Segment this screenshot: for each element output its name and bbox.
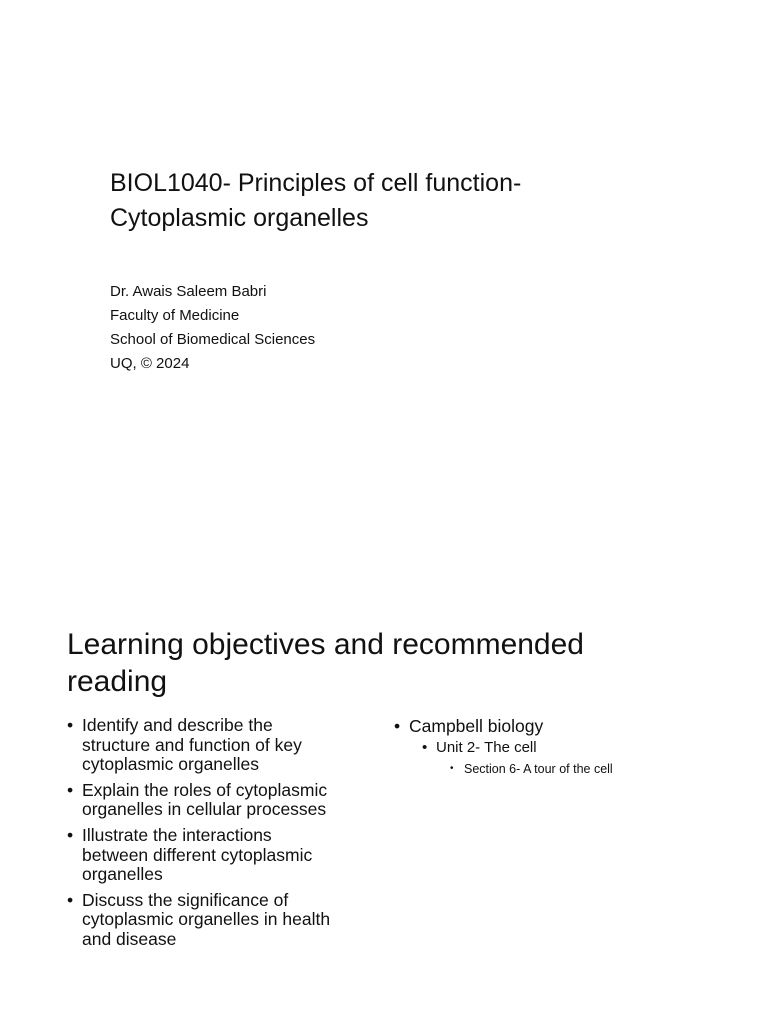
recommended-reading-list bbox=[394, 716, 734, 779]
bullet-icon: • bbox=[67, 889, 74, 910]
copyright-line: UQ, © 2024 bbox=[110, 355, 190, 372]
bullet-icon: • bbox=[67, 824, 74, 845]
reading-unit bbox=[422, 737, 734, 759]
objective-line: organelles bbox=[82, 864, 163, 885]
reading-section bbox=[450, 759, 734, 779]
bullet-icon: • bbox=[394, 716, 401, 736]
objectives-list bbox=[67, 716, 377, 956]
author-info bbox=[110, 280, 610, 376]
bullet-icon: • bbox=[67, 715, 74, 735]
author-school: School of Biomedical Sciences bbox=[110, 331, 316, 348]
objective-line: Identify and describe the bbox=[82, 715, 273, 735]
objective-item-identify bbox=[67, 716, 377, 775]
bullet-icon: • bbox=[67, 779, 74, 800]
slide-title bbox=[110, 166, 710, 236]
bullet-icon: • bbox=[422, 739, 428, 756]
reading-book bbox=[394, 716, 734, 737]
objective-item-discuss bbox=[67, 891, 377, 950]
bullet-icon: • bbox=[450, 763, 454, 774]
objective-line: and disease bbox=[82, 928, 177, 949]
objective-item-illustrate bbox=[67, 826, 377, 885]
author-name: Dr. Awais Saleem Babri bbox=[110, 283, 267, 300]
objective-line: Explain the roles of cytoplasmic bbox=[82, 779, 328, 800]
slide-title-line-2: Cytoplasmic organelles bbox=[110, 204, 369, 232]
objective-line: cytoplasmic organelles in health bbox=[82, 909, 331, 930]
reading-section-label: Section 6- A tour of the cell bbox=[464, 762, 613, 776]
objective-line: organelles in cellular processes bbox=[82, 799, 327, 820]
objectives-title-line-2: reading bbox=[67, 665, 168, 698]
objectives-title-line-1: Learning objectives and recommended bbox=[67, 628, 584, 661]
reading-book-label: Campbell biology bbox=[409, 716, 544, 736]
author-faculty: Faculty of Medicine bbox=[110, 307, 240, 324]
objectives-title bbox=[67, 626, 727, 700]
objective-line: structure and function of key bbox=[82, 734, 302, 755]
objective-line: Discuss the significance of bbox=[82, 889, 289, 910]
reading-unit-label: Unit 2- The cell bbox=[436, 739, 537, 756]
objective-line: cytoplasmic organelles bbox=[82, 754, 260, 775]
objective-line: between different cytoplasmic bbox=[82, 844, 313, 865]
objective-item-explain bbox=[67, 781, 377, 820]
objective-line: Illustrate the interactions bbox=[82, 824, 272, 845]
learning-objectives-slide bbox=[0, 512, 768, 1024]
slide-title-line-1: BIOL1040- Principles of cell function- bbox=[110, 169, 522, 197]
